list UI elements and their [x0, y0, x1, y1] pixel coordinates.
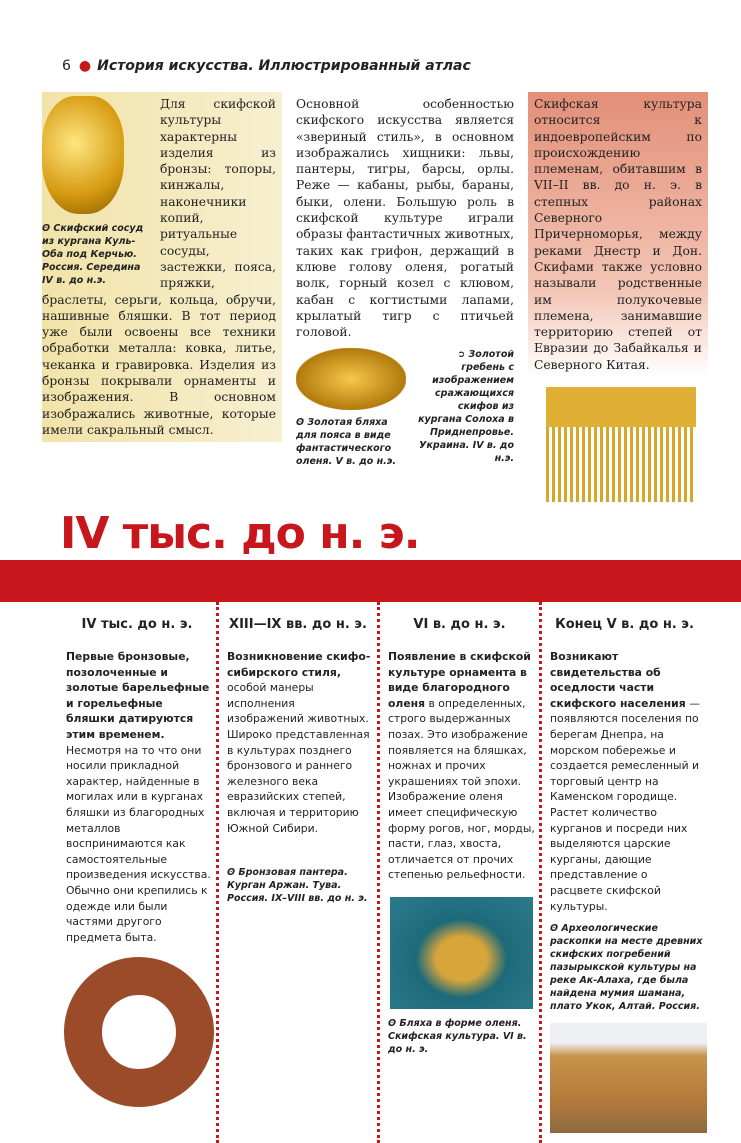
camera-icon: ʘ [296, 417, 308, 429]
timeline-col-3 [377, 602, 539, 1143]
col-caption: ʘ Археологические раскопки на месте древних скифских погребений пазырыкской культуры на реке Ак-Алаха, где была найдена мумия шамана, плато Укок, Алтай. Россия. [550, 923, 703, 1013]
timeline [0, 602, 741, 1143]
plaque-caption: ʘ Золотая бляха для пояса в виде фантастического оленя. V в. до н.э. [296, 417, 397, 468]
red-band [0, 560, 741, 602]
camera-icon: ʘ [550, 923, 562, 935]
col-text: Возникновение скифо-сибирского стиля, особой манеры исполнения изображений животных. Широко представленная в культурах позднего бронзового и раннего железного века евразийских степей, включая и территорию Южной Сибири. [227, 650, 371, 835]
page-number: 6 [62, 58, 71, 74]
steppe-photo [550, 1023, 707, 1133]
intro-col1-text: Для скифской культуры характерны изделия из бронзы: топоры, кинжалы, наконечники копий, ритуальные сосуды, застежки, пояса, пряжки, браслеты, серьги, кольца, обручи, нашивные бляшки. В тот период уже были освоены все техники обработки металла: ковка, литье, чеканка и гравировка. Изделия из бронзы покрывали орнаменты и изображения. В основном изображались животные, которые имели сакральный смысл. [42, 97, 276, 437]
col-text: Появление в скифской культуре орнамента в виде благородного оленя в определенных, строго выдержанных позах. Это изображение появляется на бляшках, ножнах и прочих украшениях той эпохи. Изображение оленя имеет специфическую форму рогов, ног, морды, пасти, глаз, хвоста, отличается от прочих степенью рельефности. [388, 650, 535, 882]
col-heading: Конец V в. до н. э. [555, 617, 694, 633]
timeline-col-4 [539, 602, 707, 1143]
intro-col3 [528, 92, 708, 502]
running-header [0, 0, 741, 92]
vessel-caption: ʘ Скифский сосуд из кургана Куль-Оба под Керчью. Россия. Середина IV в. до н.э. [42, 223, 144, 286]
bullet-icon: ● [78, 58, 92, 74]
col-heading: XIII—IX вв. до н. э. [229, 617, 367, 633]
intro-col2 [296, 92, 514, 468]
col-heading: IV тыс. до н. э. [81, 617, 193, 633]
intro-col3-text: Скифская культура относится к индоевропейским по происхождению племенам, обитавшим в VII–II вв. до н. э. в степных районах Северного Причерноморья, между реками Днестр и Дон. Скифами также условно называли родственные им полукочевые племена, занимавшие территорию степей от Евразии до Забайкалья и Северного Китая. [528, 92, 708, 377]
camera-icon: ʘ [227, 867, 239, 879]
era-title: IV тыс. до н. э. [60, 508, 420, 560]
col-caption: ʘ Бляха в форме оленя. Скифская культура. VI в. до н. э. [388, 1017, 527, 1055]
col-caption: ʘ Бронзовая пантера. Курган Аржан. Тува. Россия. IX–VIII вв. до н. э. [227, 867, 368, 905]
timeline-col-1 [58, 602, 216, 1143]
golden-comb-image [546, 387, 696, 502]
arrow-icon: ➲ [457, 349, 469, 361]
col-text: Возникают свидетельства об оседлости части скифского населения — появляются поселения по берегам Днепра, на морском побережье и создается ремесленный и торговый центр на Каменском городище. Растет количество курганов и посреди них выделяются царские курганы, дающие представление о расцвете скифской культуры. [550, 650, 700, 913]
col-heading: VI в. до н. э. [413, 617, 506, 633]
book-title: История искусства. Иллюстрированный атлас [97, 58, 471, 74]
intro-col2-text: Основной особенностью скифского искусства является «звериный стиль», в основном изображались хищники: львы, пантеры, тигры, барсы, орлы. Реже — кабаны, рыбы, бараны, быки, олени. Большую роль в скифской культуре играли образы фантастичных животных, таких как грифон, держащий в клюве голову оленя, рогатый волк, горный козел с клювом, кабан с когтистыми лапами, крылатый тигр с птичьей головой. [296, 97, 515, 340]
timeline-col-2 [216, 602, 377, 1143]
comb-caption: ➲ Золотой гребень с изображением сражающихся скифов из кургана Солоха в Приднепровье. Украина. IV в. до н.э. [418, 349, 514, 465]
deer-plaque-image [390, 897, 533, 1009]
camera-icon: ʘ [388, 1017, 400, 1029]
intro-section [0, 92, 741, 502]
golden-plaque-image [296, 348, 406, 410]
beige-panel [42, 92, 282, 442]
bronze-panther-image [64, 957, 214, 1107]
intro-col2-figures [296, 348, 514, 468]
plaque-figure [296, 348, 406, 468]
camera-icon: ʘ [42, 223, 54, 234]
col-text: Первые бронзовые, позолоченные и золотые барельефные и горельефные бляшки датируются этим временем. Несмотря на то что они носили прикладной характер, найденные в могилах или в курганах бляшки из благородных металлов воспринимаются как самостоятельные произведения искусства. Обычно они крепились к одежде или были частями другого предмета быта. [66, 650, 211, 944]
